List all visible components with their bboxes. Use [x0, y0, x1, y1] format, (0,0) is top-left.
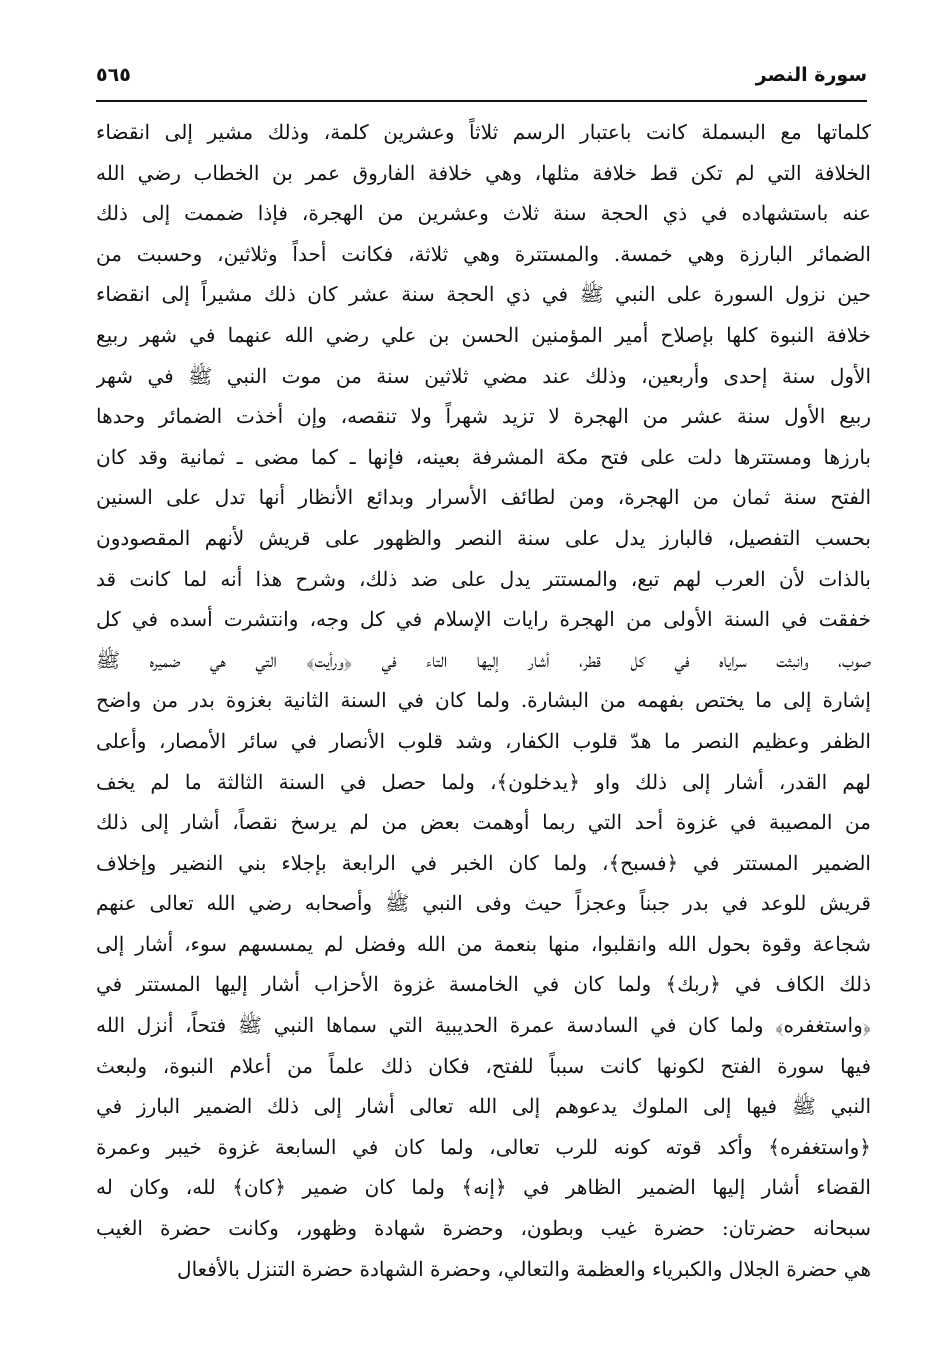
text-line: ذلك الكاف في ﴿ربك﴾ ولما كان في الخامسة غزوة الأحزاب أشار إليها المستتر في [96, 972, 871, 997]
page-header [96, 60, 867, 96]
text-line: الأول سنة إحدى وأربعين، وذلك عند مضي ثلاثين سنة من موت النبي ﷺ في شهر [96, 363, 871, 388]
text-line: القضاء أشار إليها الضمير الظاهر في ﴿إنه﴾ ولما كان ضمير ﴿كان﴾ لله، وكان له [96, 1175, 871, 1200]
text-line: سبحانه حضرتان: حضرة غيب وبطون، وحضرة شهادة وظهور، وكانت حضرة الغيب [96, 1216, 871, 1241]
text-line: عنه باستشهاده في ذي الحجة سنة ثلاث وعشرين من الهجرة، فإذا ضممت إلى ذلك [96, 201, 871, 226]
text-line: ﴿واستغفره﴾ ولما كان في السادسة عمرة الحديبية التي سماها النبي ﷺ فتحاً، أنزل الله [96, 1013, 871, 1038]
text-line: النبي ﷺ فيها إلى الملوك يدعوهم إلى الله تعالى أشار إلى ذلك الضمير البارز في [96, 1094, 871, 1119]
page-number: ٥٦٥ [96, 64, 131, 86]
text-line: لهم القدر، أشار إلى ذلك واو ﴿يدخلون﴾، ولما حصل في السنة الثالثة ما لم يخف [96, 769, 871, 794]
text-line: الظفر وعظيم النصر ما هدّ قلوب الكفار، وشد قلوب الأنصار في سائر الأمصار، وأعلى [96, 728, 871, 753]
text-line: إشارة إلى ما يختص بفهمه من البشارة. ولما كان في السنة الثانية بغزوة بدر من واضح [96, 688, 871, 713]
text-line: خلافة النبوة كلها بإصلاح أمير المؤمنين الحسن بن علي رضي الله عنهما في شهر ربيع [96, 322, 871, 347]
text-line: بارزها ومستترها دلت على فتح مكة المشرفة بعينه، فإنها ـ كما مضى ـ ثمانية وقد كان [96, 444, 871, 469]
body-text [96, 112, 871, 1289]
text-line: كلماتها مع البسملة كانت باعتبار الرسم ثلاثاً وعشرين كلمة، وذلك مشير إلى انقضاء [96, 120, 871, 144]
text-line: خفقت في السنة الأولى من الهجرة رايات الإسلام في كل وجه، وانتشرت أسده في كل [96, 607, 871, 632]
text-line: الفتح سنة ثمان من الهجرة، ومن لطائف الأسرار وبدائع الأنظار أنها تدل على السنين [96, 485, 871, 510]
text-line: فيها سورة الفتح لكونها كانت سبباً للفتح، فكان ذلك علماً من أعلام النبوة، ولبعث [96, 1053, 871, 1078]
text-line: ﴿واستغفره﴾ وأكد قوته كونه للرب تعالى، ولما كان في السابعة غزوة خيبر وعمرة [96, 1134, 871, 1159]
header-divider [96, 100, 867, 102]
text-line: من المصيبة في غزوة أحد التي ربما أوهمت بعض من لم يرسخ نقصاً، أشار إلى ذلك [96, 810, 871, 835]
text-line: هي حضرة الجلال والكبرياء والعظمة والتعالي، وحضرة الشهادة حضرة التنزل بالأفعال [177, 1256, 871, 1281]
text-line: صوب، وانبثت سراياه في كل قطر، أشار إليها التاء في ﴿ورأيت﴾ التي هي ضميره ﷺ [96, 647, 871, 672]
surah-title: سورة النصر [755, 64, 867, 86]
text-line: حين نزول السورة على النبي ﷺ في ذي الحجة سنة عشر كان ذلك مشيراً إلى انقضاء [96, 282, 871, 307]
text-line: ربيع الأول سنة عشر من الهجرة لا تزيد شهراً ولا تنقصه، وإن أخذت الضمائر وحدها [96, 404, 871, 429]
text-line: الضمير المستتر في ﴿فسبح﴾، ولما كان الخبر في الرابعة بإجلاء بني النضير وإخلاف [96, 850, 871, 875]
text-line: شجاعة وقوة بحول الله وانقلبوا، منها بنعمة من الله وفضل لم يمسسهم سوء، أشار إلى [96, 931, 871, 956]
text-line: بالذات لأن العرب لهم تبع، والمستتر يدل على ضد ذلك، وشرح هذا أنه لما كانت قد [96, 566, 871, 591]
text-line: قريش للوعد في بدر جبناً وعجزاً حيث وفى النبي ﷺ وأصحابه رضي الله تعالى عنهم [96, 891, 871, 916]
text-line: الخلافة التي لم تكن قط خلافة مثلها، وهي خلافة الفاروق عمر بن الخطاب رضي الله [96, 160, 871, 185]
text-line: الضمائر البارزة وهي خمسة. والمستترة وهي ثلاثة، فكانت أحداً وثلاثين، وحسبت من [96, 241, 871, 266]
text-line: بحسب التفصيل، فالبارز يدل على سنة النصر والظهور على قريش لأنهم المقصودون [96, 525, 871, 550]
